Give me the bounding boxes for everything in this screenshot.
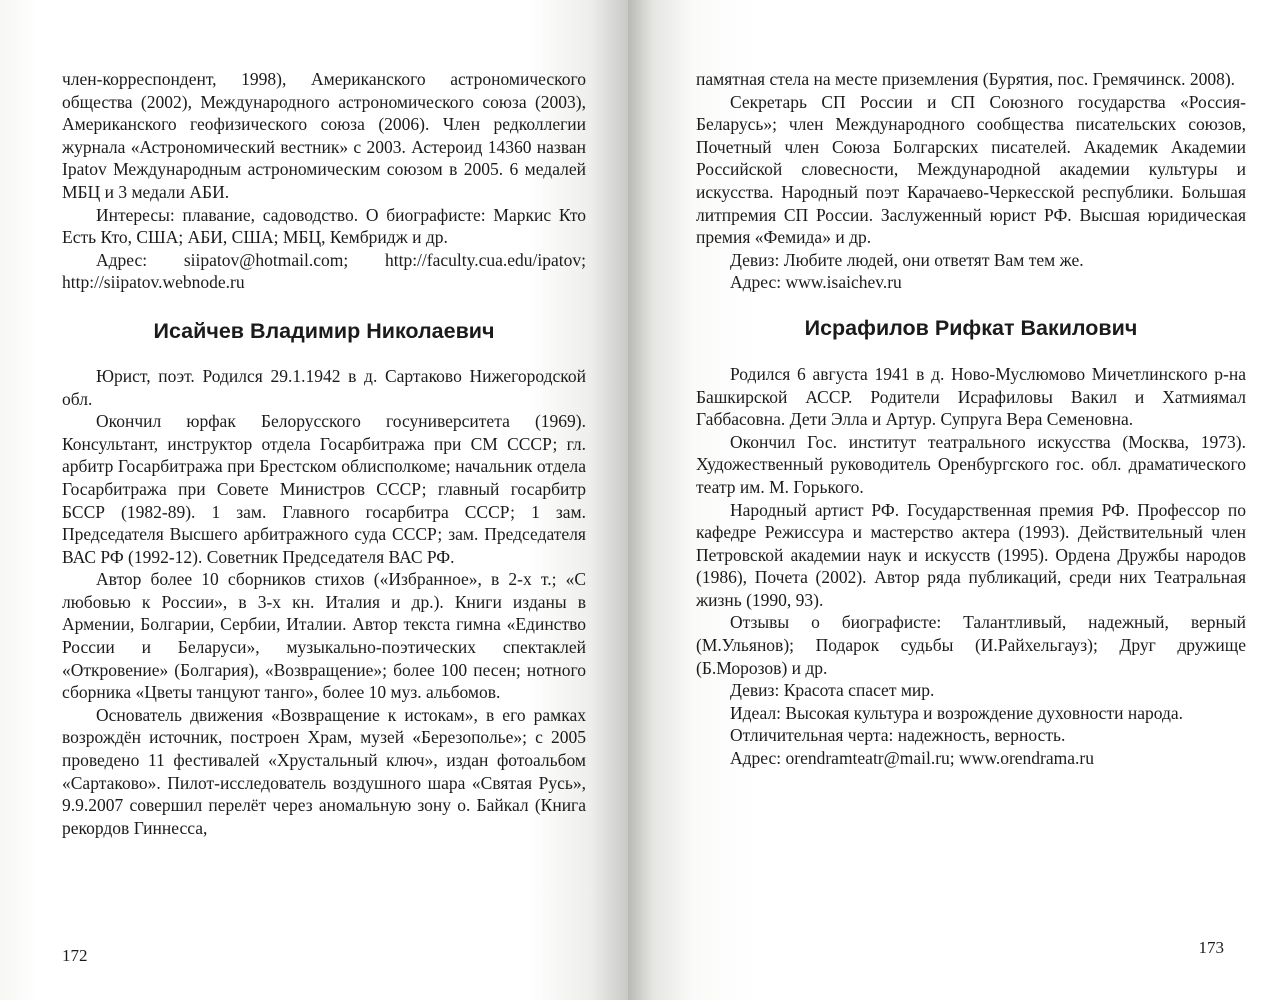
- entry-heading: Исайчев Владимир Николаевич: [153, 318, 495, 343]
- ideal-paragraph: Идеал: Высокая культура и возрождение духовности народа.: [730, 702, 1184, 723]
- bio-paragraph: Родился 6 августа 1941 в д. Ново-Муслюмово Мичетлинского р-на Башкирской АССР. Родители Исрафиловы Вакил и Хатмиямал Габбасовна. Дети Элла и Артур. Супруга Вера Семеновна.: [696, 363, 1246, 430]
- address-paragraph: Адрес: www.isaichev.ru: [730, 272, 902, 293]
- right-page: [628, 0, 1280, 1000]
- continuation-paragraph: член-корреспондент, 1998), Американского астрономического общества (2002), Международного астрономического союза (2003), Американского геофизического союза (2006). Член редколлегии журнала «Астрономический вестник» с 2003. Астероид 14360 назван Ipatov Международным астрономическим союзом в 2005. 6 медалей МБЦ и 3 медали АБИ.: [62, 69, 586, 202]
- interests-paragraph: Интересы: плавание, садоводство. О биографисте: Маркис Кто Есть Кто, США; АБИ, США; МБЦ, Кембридж и др.: [62, 204, 586, 248]
- motto-paragraph: Девиз: Любите людей, они ответят Вам тем же.: [730, 249, 1084, 270]
- bio-paragraph: Окончил Гос. институт театрального искусства (Москва, 1973). Художественный руководитель Оренбургского гос. обл. драматического театр им. М. Горького.: [696, 431, 1246, 497]
- page-number: 172: [62, 946, 88, 965]
- address-paragraph: Адрес: siipatov@hotmail.com; http://faculty.cua.edu/ipatov; http://siipatov.webnode.ru: [62, 249, 586, 293]
- entry-heading: Исрафилов Рифкат Вакилович: [804, 315, 1138, 340]
- bio-paragraph: Автор более 10 сборников стихов («Избранное», в 2-х т.; «С любовью к России», в 3-х кн. Италия и др.). Книги изданы в Армении, Болгарии, Сербии, Италии. Автор текста гимна «Единство России и Беларуси», музыкально-поэтических спектаклей «Откровение» (Болгария), «Возвращение»; более 100 песен; нотного сборника «Цветы танцуют танго», более 10 муз. альбомов.: [62, 569, 586, 703]
- right-page-text: [696, 68, 1246, 770]
- bio-paragraph: Секретарь СП России и СП Союзного государства «Россия-Беларусь»; член Международного сообщества писательских союзов, Почетный член Союза Болгарских писателей. Академик Академии Российской словесности, Международной академии культуры и искусства. Народный поэт Карачаево-Черкесской республики. Большая литпремия СП России. Заслуженный юрист РФ. Высшая юридическая премия «Фемида» и др.: [696, 91, 1246, 248]
- trait-paragraph: Отличительная черта: надежность, верность.: [730, 725, 1066, 746]
- bio-paragraph: Юрист, поэт. Родился 29.1.1942 в д. Сартаково Нижегородской обл.: [62, 365, 586, 409]
- left-page: [0, 0, 628, 1000]
- motto-paragraph: Девиз: Красота спасет мир.: [730, 680, 935, 701]
- bio-paragraph: Народный артист РФ. Государственная премия РФ. Профессор по кафедре Режиссура и мастерство актера (1993). Действительный член Петровской академии наук и искусств (1995). Ордена Дружбы народов (1986), Почета (2002). Автор ряда публикаций, среди них Театральная жизнь (1990, 93).: [696, 499, 1246, 610]
- bio-paragraph: Окончил юрфак Белорусского госуниверситета (1969). Консультант, инструктор отдела Госарбитража при СМ СССР; гл. арбитр Госарбитража при Брестском облисполкоме; начальник отдела Госарбитража при Совете Министров СССР; главный госарбитр БССР (1982-89). 1 зам. Главного госарбитра СССР; 1 зам. Председателя Высшего арбитражного суда СССР; зам. Председателя ВАС РФ (1992-12). Советник Председателя ВАС РФ.: [62, 411, 586, 567]
- bio-paragraph: Основатель движения «Возвращение к истокам», в его рамках возрождён источник, построен Храм, музей «Березополье»; с 2005 проведено 11 фестивалей «Хрустальный ключ», издан фотоальбом «Сартаково». Пилот-исследователь воздушного шара «Святая Русь», 9.9.2007 совершил перелёт через аномальную зону о. Байкал (Книга рекордов Гиннесса,: [62, 704, 586, 838]
- continuation-paragraph: памятная стела на месте приземления (Бурятия, пос. Гремячинск. 2008).: [696, 69, 1236, 89]
- page-number: 173: [1198, 938, 1224, 957]
- reviews-paragraph: Отзывы о биографисте: Талантливый, надежный, верный (М.Ульянов); Подарок судьбы (И.Райхельгауз); Друг дружище (Б.Морозов) и др.: [696, 612, 1246, 678]
- address-paragraph: Адрес: orendramteatr@mail.ru; www.orendrama.ru: [730, 748, 1094, 769]
- left-page-text: [62, 68, 586, 839]
